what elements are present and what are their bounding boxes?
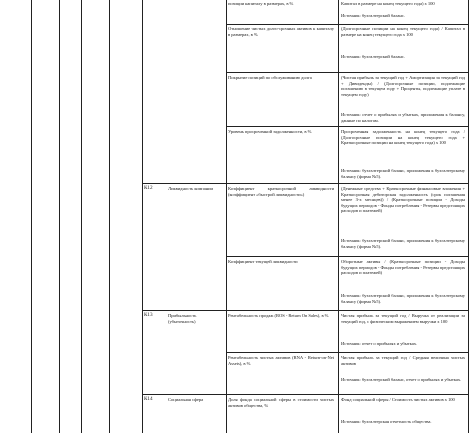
formula-text: Чистая прибыль за текущий год / Средняя величина чистых активов <box>341 355 465 366</box>
criterion-category: Ликвидность компании <box>168 186 213 191</box>
indicator-name: Рентабельность чистых активов (RNA - Return-on-Net Assets), в % <box>228 355 334 366</box>
table-border <box>59 0 60 433</box>
source-text: Источник: отчет о прибылях и убытках. <box>341 341 418 346</box>
indicator-name: Доля фонда социальной сферы в стоимости чистых активов общества, % <box>228 397 334 408</box>
table-border <box>226 352 468 353</box>
criterion-category: Прибыльность (убыточность) <box>168 313 197 324</box>
indicator-name: позиции капиталу в размерах, в % <box>228 1 294 6</box>
source-text: Источник: бухгалтерский баланс. <box>341 54 405 59</box>
formula-text: Просроченная задолженность на конец текущего года / (Долгосрочные позиции на конец текущего года + Краткосрочные позиции на конец текущего года) x 100 <box>341 129 465 146</box>
table-border <box>226 126 468 127</box>
table-border <box>31 0 32 433</box>
indicator-name: Рентабельность продаж (ROS - Return On Sales), в % <box>228 313 329 318</box>
indicator-name: Коэффициент текущей ликвидности <box>228 259 298 264</box>
formula-text: (Денежные средства + Краткосрочные финансовые вложения + Краткосрочная дебиторская задолженность (срок погашения менее 3-х месяцев)) / (Краткосрочные позиции - Доходы будущих периодов - Фонды потребления - Резервы предстоящих расходов и платежей) <box>341 186 465 214</box>
source-text: Источник: бухгалтерский баланс, приложения к бухгалтерскому балансу (форма №5). <box>341 293 465 304</box>
table-border <box>226 24 468 25</box>
table-border <box>142 394 468 395</box>
formula-text: (Чистая прибыль за текущий год + Амортизация за текущий год + Дивиденды) / (Долгосрочные позиции, подлежащие погашению в текущем году + Проценты, подлежащие уплате в текущем году) <box>341 75 465 97</box>
source-text: Источник: отчет о прибылях и убытках, приложения к балансу, данные по налогам. <box>341 112 465 123</box>
formula-text: Фонд социальной сферы / Стоимость чистых активов x 100 <box>341 397 455 402</box>
source-text: Источник: бухгалтерский баланс, отчет о прибылях и убытках. <box>341 377 462 382</box>
formula-text: Оборотные активы / (Краткосрочные позиции - Доходы будущих периодов - Фонды потребления - Резервы предстоящих расходов и платежей) <box>341 259 465 276</box>
formula-text: Чистая прибыль за текущий год / Выручка от реализации за текущий год, с физическим выражением выручки x 100 <box>341 313 465 324</box>
source-text: Источник: бухгалтерская отчетность общества. <box>341 419 432 424</box>
source-text: Источник: бухгалтерский баланс, приложения к бухгалтерскому балансу (форма №5). <box>341 238 465 249</box>
formula-text: (Долгосрочные позиции на конец текущего года) / Капитал в размере на конец текущего года x 100 <box>341 26 465 37</box>
table-border <box>109 0 110 433</box>
formula-text: Капитал в размере на конец текущего года) x 100 <box>341 1 435 6</box>
criterion-code: К14 <box>144 396 153 402</box>
source-text: Источник: бухгалтерский баланс, приложения к бухгалтерскому балансу (форма №5). <box>341 168 465 179</box>
table-border <box>226 72 468 73</box>
indicator-name: Отношение чистых долго-срочных активов к капиталу в размерах, в % <box>228 26 334 37</box>
indicator-name: Покрытие позиций по обслуживанию долга <box>228 75 312 80</box>
source-text: Источник: бухгалтерский баланс. <box>341 13 405 18</box>
criterion-code: К13 <box>144 312 153 318</box>
criterion-category: Социальная сфера <box>168 397 204 402</box>
table-border <box>226 256 468 257</box>
table-border <box>338 0 339 433</box>
table-border <box>142 183 468 184</box>
criterion-code: К12 <box>144 185 153 191</box>
table-border <box>142 310 468 311</box>
table-border <box>81 0 82 433</box>
table-border <box>142 0 143 433</box>
indicator-name: Коэффициент краткосрочной ликвидности (коэффициент «быстрой ликвидности») <box>228 186 334 197</box>
table-border <box>226 0 227 433</box>
indicator-name: Уровень просроченной задолженности, в % <box>228 129 312 134</box>
